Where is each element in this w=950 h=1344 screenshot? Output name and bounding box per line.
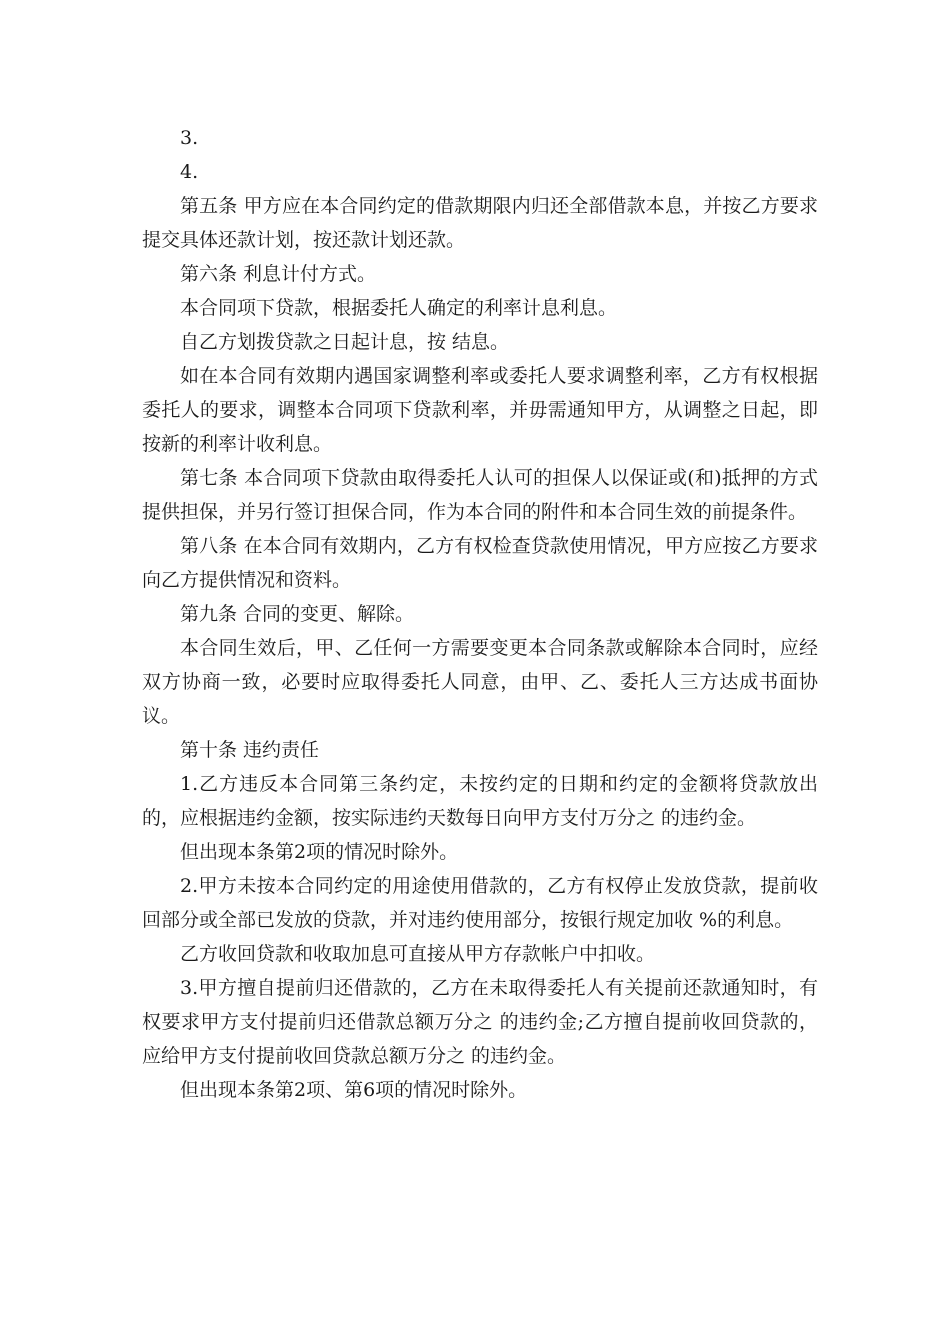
article-10-item-1-note: 但出现本条第2项的情况时除外。 <box>180 841 459 863</box>
article-6-paragraph-3: 如在本合同有效期内遇国家调整利率或委托人要求调整利率，乙方有权根据委托人的要求，调整本合同项下贷款利率，并毋需通知甲方，从调整之日起，即按新的利率计收利息。 <box>142 365 818 455</box>
paragraph-item-4: 4. <box>180 161 199 183</box>
article-10-item-1: 1.乙方违反本合同第三条约定，未按约定的日期和约定的金额将贷款放出的，应根据违约金额，按实际违约天数每日向甲方支付万分之 的违约金。 <box>142 773 818 829</box>
article-10-item-3: 3.甲方擅自提前归还借款的，乙方在未取得委托人有关提前还款通知时，有权要求甲方支付提前归还借款总额万分之 的违约金;乙方擅自提前收回贷款的，应给甲方支付提前收回贷款总额万分之 的违约金。 <box>142 977 818 1067</box>
paragraph-item-3: 3. <box>180 127 199 149</box>
article-9-heading: 第九条 合同的变更、解除。 <box>180 603 415 625</box>
article-8: 第八条 在本合同有效期内，乙方有权检查贷款使用情况，甲方应按乙方要求向乙方提供情况和资料。 <box>142 535 818 591</box>
article-10-item-3-note: 但出现本条第2项、第6项的情况时除外。 <box>180 1079 528 1101</box>
article-6-heading: 第六条 利息计付方式。 <box>180 263 377 285</box>
article-10-item-2: 2.甲方未按本合同约定的用途使用借款的，乙方有权停止发放贷款，提前收回部分或全部已发放的贷款，并对违约使用部分，按银行规定加收 %的利息。 <box>142 875 818 931</box>
article-10-heading: 第十条 违约责任 <box>180 739 320 761</box>
article-5: 第五条 甲方应在本合同约定的借款期限内归还全部借款本息，并按乙方要求提交具体还款计划，按还款计划还款。 <box>142 195 818 251</box>
document-body <box>142 121 818 1107</box>
article-7: 第七条 本合同项下贷款由取得委托人认可的担保人以保证或(和)抵押的方式提供担保，并另行签订担保合同，作为本合同的附件和本合同生效的前提条件。 <box>142 467 818 523</box>
article-9-paragraph: 本合同生效后，甲、乙任何一方需要变更本合同条款或解除本合同时，应经双方协商一致，必要时应取得委托人同意，由甲、乙、委托人三方达成书面协议。 <box>142 637 818 727</box>
article-6-paragraph-1: 本合同项下贷款，根据委托人确定的利率计息利息。 <box>180 297 618 319</box>
article-6-paragraph-2: 自乙方划拨贷款之日起计息，按 结息。 <box>180 331 510 353</box>
article-10-item-2-note: 乙方收回贷款和收取加息可直接从甲方存款帐户中扣收。 <box>180 943 656 965</box>
